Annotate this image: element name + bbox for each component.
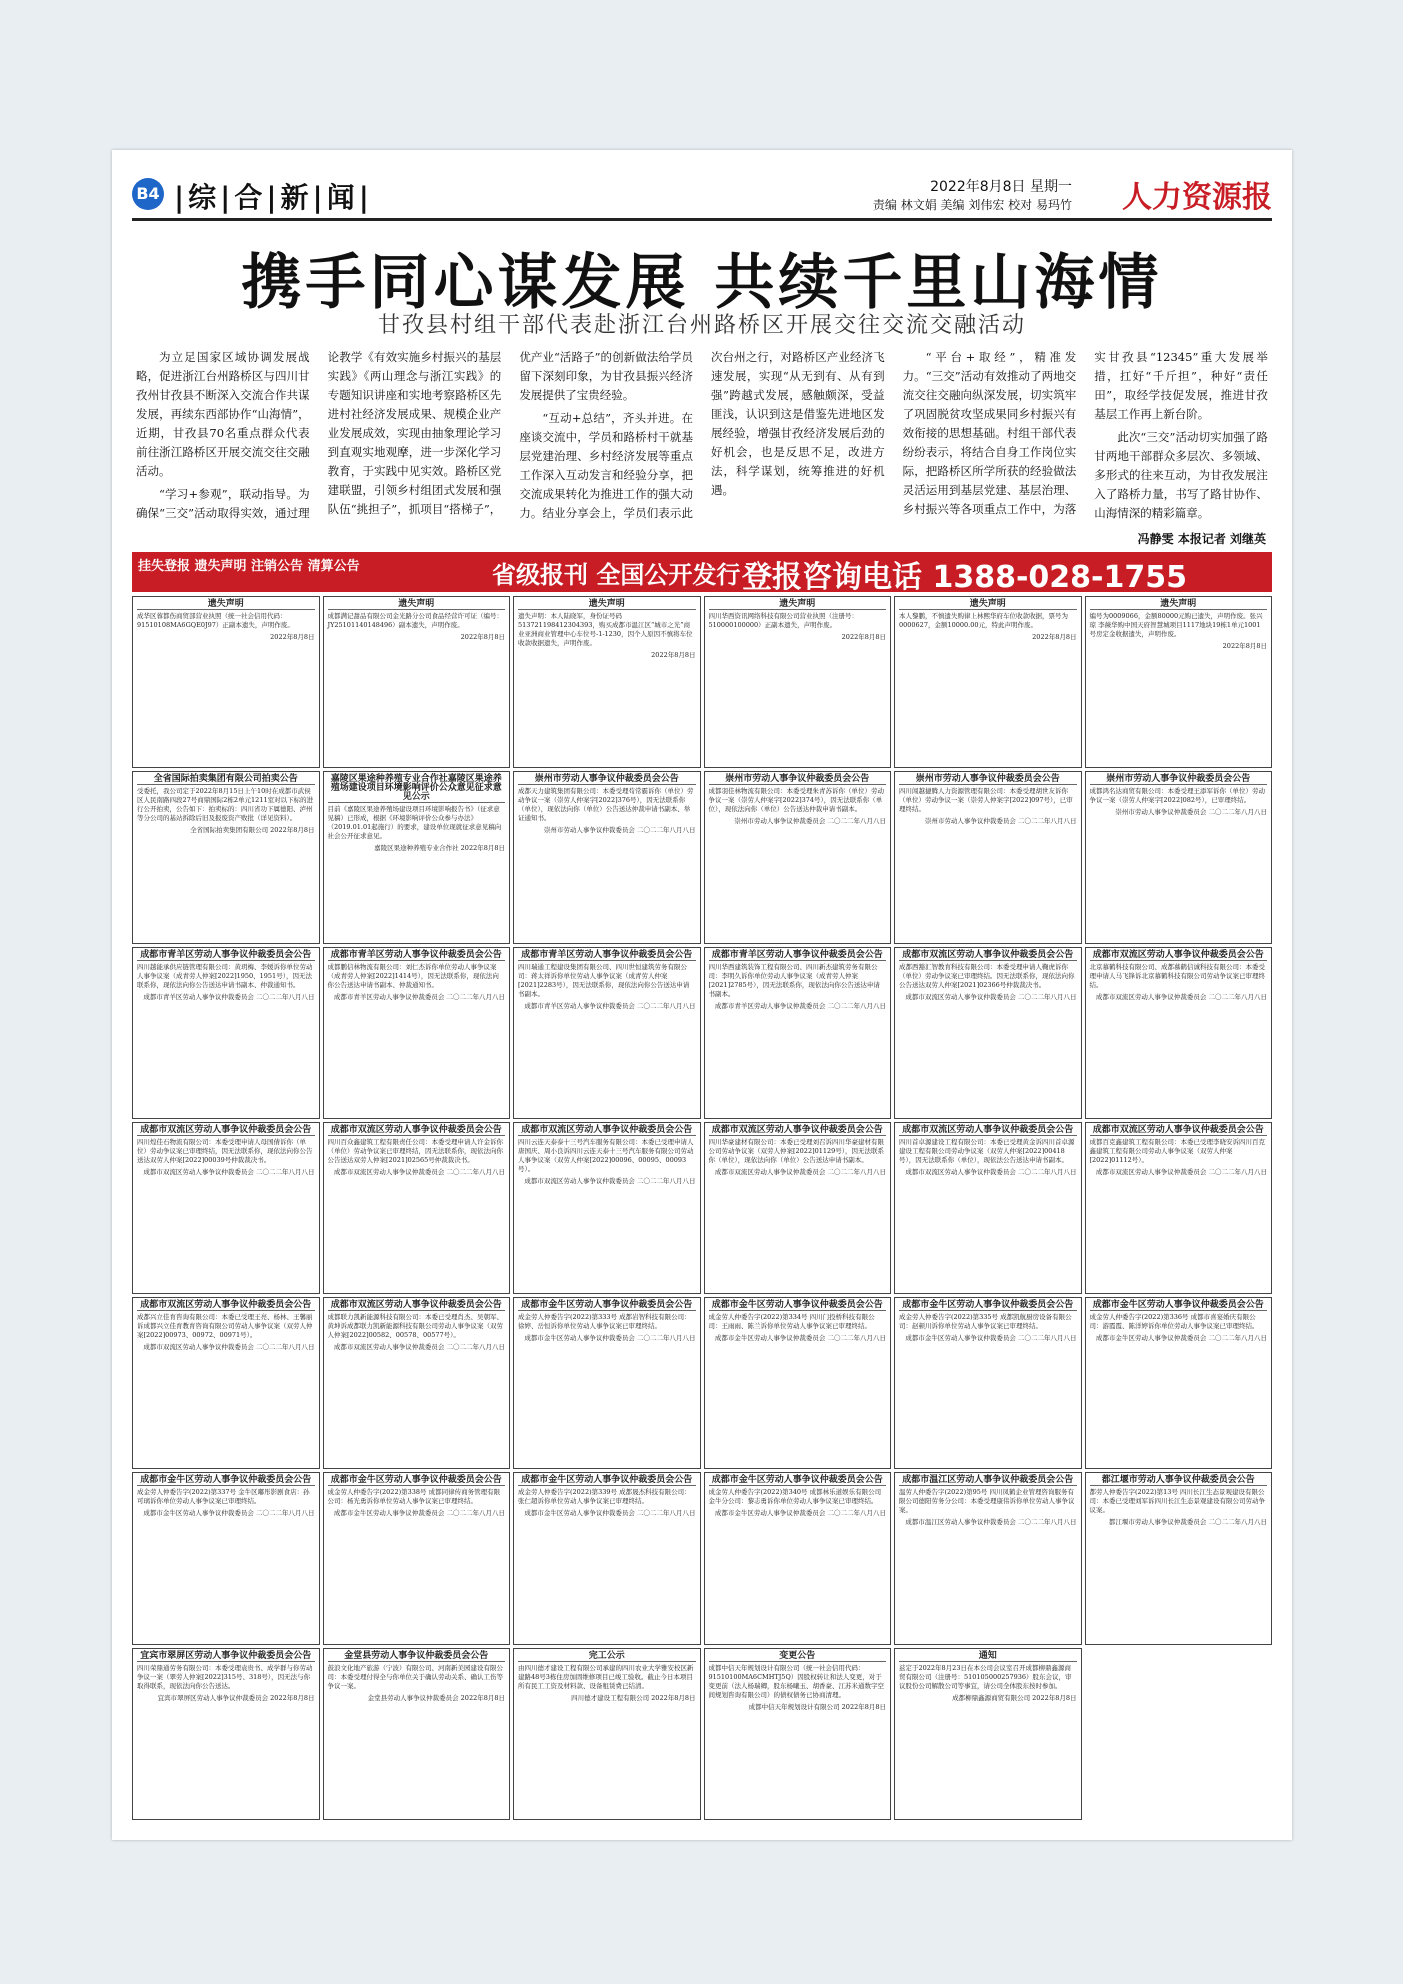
notice-signature: 成都市双流区劳动人事争议仲裁委员会 二〇二二年八月八日 xyxy=(714,1167,886,1176)
notice-title: 变更公告 xyxy=(709,1652,887,1662)
notice-box xyxy=(323,947,511,1119)
notice-title: 成都市金牛区劳动人事争议仲裁委员会公告 xyxy=(328,1476,506,1486)
notice-body: 都劳人仲委告字(2022)第13号 四川长江生态景观建设有限公司：本委已受理刘军诉四川长江生态景观建设有限公司劳动争议案。 xyxy=(1089,1488,1265,1515)
notice-title: 成都市金牛区劳动人事争议仲裁委员会公告 xyxy=(1090,1301,1268,1311)
notice-signature: 成都市青羊区劳动人事争议仲裁委员会 二〇二二年八月八日 xyxy=(143,992,315,1001)
notice-box xyxy=(1085,1297,1273,1469)
notice-title: 成都市金牛区劳动人事争议仲裁委员会公告 xyxy=(518,1301,696,1311)
notice-signature: 成都柳鼎鑫源商贸有限公司 2022年8月8日 xyxy=(952,1693,1077,1702)
notice-title: 成都市金牛区劳动人事争议仲裁委员会公告 xyxy=(137,1476,315,1486)
notice-title: 遗失声明 xyxy=(899,600,1077,610)
notice-signature: 崇州市劳动人事争议仲裁委员会 二〇二二年八月八日 xyxy=(734,817,886,826)
notice-signature: 成都市金牛区劳动人事争议仲裁委员会 二〇二二年八月八日 xyxy=(333,1509,505,1518)
notice-title: 遗失声明 xyxy=(328,600,506,610)
notice-title: 遗失声明 xyxy=(1090,600,1268,610)
notice-body: 四川煌佳石物流有限公司：本委受理申请人母国倩诉你（单位）劳动争议案已审理终结，因无法联系你，现依法向你公告送达双劳人仲案[2022]00039号仲裁裁决书。 xyxy=(137,1137,313,1164)
notice-signature: 崇州市劳动人事争议仲裁委员会 二〇二二年八月八日 xyxy=(543,826,696,835)
notice-body: 编号为0009066，金额80000元购已遗失，声明作废。张兴琼 李薇华购中国天府智慧城项目1117地块19栋1单元1001号房定金收据遗失，声明作废。 xyxy=(1089,612,1263,638)
notice-signature: 嘉陵区果途种养殖专业合作社 2022年8月8日 xyxy=(374,844,505,853)
notice-signature: 成都市温江区劳动人事争议仲裁委员会 二〇二二年八月八日 xyxy=(905,1518,1077,1527)
article-paragraph: 此次“三交”活动切实加强了路甘两地干部群众多层次、多领域、多形式的往来互动，为甘孜发展注入了路桥力量，书写了路甘协作、山海情深的精彩篇章。 xyxy=(1094,430,1268,520)
notice-body: 成金劳人仲委告字(2022)第336号 成都市喜宴婚庆有限公司：游霞霞、陈洋婷诉你单位劳动人事争议案已审理终结。 xyxy=(1089,1313,1259,1331)
notice-band xyxy=(132,552,1272,595)
notice-signature: 成都市金牛区劳动人事争议仲裁委员会 二〇二二年八月八日 xyxy=(714,1334,886,1343)
notice-title: 成都市双流区劳动人事争议仲裁委员会公告 xyxy=(899,1126,1077,1136)
notice-body: 四川华西建筑装饰工程有限公司、四川新杰建筑劳务有限公司：李明久诉你单位劳动人事争议案（成青劳人仲案[2021]2785号），因无法联系你，现依法向你公告送达申请书副本。 xyxy=(708,962,880,998)
notice-body: 四川瑞通工程建设集团有限公司、四川世恒建筑劳务有限公司：蒋太祥诉你单位劳动人事争议案（成青劳人仲案[2021]2283号），因无法联系你，现依法向你公告送达申请书副本。 xyxy=(518,962,690,998)
notice-signature: 成都市双流区劳动人事争议仲裁委员会 二〇二二年八月八日 xyxy=(905,1167,1077,1176)
notice-box xyxy=(132,947,320,1119)
notice-body: 成金劳人仲委告字(2022)第337号 金牛区嘟彤影剧食店：孙可璃诉你单位劳动人事争议案已审理终结。 xyxy=(137,1488,310,1506)
notice-body: 成金劳人仲委告字(2022)第333号 成都岩智科技有限公司：徐婷、岳恒诉你单位劳动人事争议案已审理终结。 xyxy=(518,1313,691,1331)
article-paragraph: 为立足国家区域协调发展战略，促进浙江台州路桥区与四川甘孜州甘孜县不断深入交流合作共谋发展，再续东西部协作“山海情”，近期，甘孜县70名重点群众代表前往浙江路桥区开展交流交往交融活动。 xyxy=(136,350,310,478)
notice-box xyxy=(704,771,892,943)
notice-box xyxy=(132,1648,320,1820)
notice-body: 成都天力建筑集团有限公司：本委受理苟常霸诉你（单位）劳动争议一案（崇劳人仲案字[2022]376号），因无法联系你（单位），现依法向你（单位）公告送达仲裁申请书副本、举证通知书。 xyxy=(518,787,694,823)
notice-box xyxy=(132,1122,320,1294)
notice-signature: 成都中信天年规划设计有限公司 2022年8月8日 xyxy=(748,1702,886,1711)
notice-body: 成金劳人仲委告字(2022)第335号 成都凯航厨房设备有限公司：赵顿川诉你单位劳动人事争议案已审理终结。 xyxy=(899,1313,1072,1331)
notice-title: 全省国际拍卖集团有限公司拍卖公告 xyxy=(137,775,315,785)
notice-body: 成都西豁汇智教育科技有限公司：本委受理申请人鞠虎诉你（单位）劳动争议案已审理终结。因无法联系你，现依法向你公告送达双劳人仲案[2021]02366号仲裁裁决书。 xyxy=(899,962,1075,989)
notice-title: 崇州市劳动人事争议仲裁委员会公告 xyxy=(899,775,1077,785)
notice-box xyxy=(1085,947,1273,1119)
notice-box xyxy=(323,771,511,943)
notice-title: 成都市双流区劳动人事争议仲裁委员会公告 xyxy=(1090,951,1268,961)
notice-signature: 崇州市劳动人事争议仲裁委员会 二〇二二年八月八日 xyxy=(924,817,1077,826)
notice-box xyxy=(894,1122,1082,1294)
notice-signature: 2022年8月8日 xyxy=(1032,633,1077,641)
notice-box xyxy=(704,596,892,768)
notice-title: 金堂县劳动人事争议仲裁委员会公告 xyxy=(328,1652,506,1662)
notice-box xyxy=(513,1472,701,1644)
notice-box xyxy=(894,596,1082,768)
notice-body: 温劳人仲委告字(2022)第95号 四川凤鹤企业管理咨询服务有限公司德阳劳务分公司：本委受理康伟诉你单位劳动人事争议案。 xyxy=(899,1488,1075,1515)
notice-body: 四川首卓源建设工程有限公司：本委已受理黄金诉四川首卓源建设工程有限公司劳动争议案（双劳人仲案[2022]00418号），因无法联系你（单位），现依法公告送达申请书副本。 xyxy=(899,1137,1075,1164)
notice-box xyxy=(704,1122,892,1294)
notice-signature: 2022年8月8日 xyxy=(841,633,886,641)
notice-body: 目前《嘉陵区果途养殖场建设项目环境影响报告书》（征求意见稿）已形成，根据《环境影响评价公众参与办法》（2019.01.01起施行）的要求，建设单位现就征求意见稿向社会公开征求意见。 xyxy=(327,805,502,841)
notice-signature: 全省国际拍卖集团有限公司 2022年8月8日 xyxy=(190,826,315,835)
article-paragraph: “平台+取经”，精准发力。“三交”活动有效推动了两地交流交往交融向纵深发展，切实筑牢了巩固脱贫攻坚成果同乡村振兴有效衔接的思想基础。村组干部代表纷纷表示，将结合自身工作岗位实际，把路桥区所学所获的经验做法灵活运用到基层党建、基层治理、乡村振兴等各项重点工作中，为落实甘孜县“12345”重大发展举措，扛好“千斤担”，种好“责任田”，取经学技促发展，推进甘孜基层工作再上新台阶。 xyxy=(902,350,1268,516)
article-paragraph: “互动+总结”，齐头并进。在座谈交流中，学员和路桥村干就基层党建治理、乡村经济发展等重点工作深入互动发言和经验分享，把交流成果转化为推进工作的强大动力。结业分享会上，学员们表示此次台州之行，对路桥区产业经济飞速发展，实现“从无到有、从有到强”跨越式发展，感触颇深，受益匪浅，认识到这是借鉴先进地区发展经验，增强甘孜经济发展后劲的好机会，也是反思不足，改进方法，科学谋划，统筹推进的好机遇。 xyxy=(519,350,885,520)
notice-body: 成都鹏信林物流有限公司：刘仁杰诉你单位劳动人事争议案（成青劳人仲案[2022]1414号），因无法联系你，现依法向你公告送达申请书副本、仲裁通知书。 xyxy=(327,962,499,989)
notice-box xyxy=(704,1297,892,1469)
notice-title: 都江堰市劳动人事争议仲裁委员会公告 xyxy=(1090,1476,1268,1486)
notice-signature: 成都市双流区劳动人事争议仲裁委员会 二〇二二年八月八日 xyxy=(1095,992,1267,1001)
notice-signature: 成都市金牛区劳动人事争议仲裁委员会 二〇二二年八月八日 xyxy=(524,1334,696,1343)
notice-box xyxy=(704,947,892,1119)
notice-body: 本人黎鹏，不慎遗失购律上林熙华府车位收款收据，票号为0000627，金额10000.00元，特此声明作废。 xyxy=(899,612,1068,629)
notice-box xyxy=(323,1472,511,1644)
notice-signature: 2022年8月8日 xyxy=(270,633,315,641)
notice-box xyxy=(704,1648,892,1820)
notice-box xyxy=(513,947,701,1119)
masthead: 人力资源报 xyxy=(1122,180,1272,215)
notice-body: 成华区蓉都伤商贸部营业执照（统一社会信用代码：91510108MA6GQE0J97）正副本遗失，声明作废。 xyxy=(137,612,294,629)
notice-box xyxy=(1085,1122,1273,1294)
notice-signature: 成都市金牛区劳动人事争议仲裁委员会 二〇二二年八月八日 xyxy=(905,1334,1077,1343)
notice-box xyxy=(1085,1472,1273,1644)
notice-body: 四川百众鑫建筑工程有限责任公司：本委受理申请人许金诉你（单位）劳动争议案已审理终结，因无法联系你，现依法向你公告送达双劳人仲案[2021]02565号仲裁裁决书。 xyxy=(327,1137,503,1164)
notice-signature: 四川德才建设工程有限公司 2022年8月8日 xyxy=(571,1693,696,1702)
notice-title: 成都市青羊区劳动人事争议仲裁委员会公告 xyxy=(709,951,887,961)
notice-box xyxy=(704,1472,892,1644)
notice-signature: 成都市双流区劳动人事争议仲裁委员会 二〇二二年八月八日 xyxy=(524,1176,696,1185)
notice-body: 遗失声明：本人陆晓军，身份证号码513721198412304393，购买成都市温江区“城市之光”商业亚洲商业管理中心车位号-1-1230，因个人原因不慎将车位收款收据遗失，声明作废。 xyxy=(518,612,693,647)
notice-body: 四川华西资讯网络科技有限公司营业执照（注册号：510000100000）正副本遗失，声明作废。 xyxy=(708,612,858,629)
issue-date: 2022年8月8日 星期一 xyxy=(930,179,1072,195)
notice-signature: 成都市金牛区劳动人事争议仲裁委员会 二〇二二年八月八日 xyxy=(143,1509,315,1518)
notice-title: 成都市金牛区劳动人事争议仲裁委员会公告 xyxy=(709,1301,887,1311)
notice-title: 遗失声明 xyxy=(137,600,315,610)
notice-title: 成都市双流区劳动人事争议仲裁委员会公告 xyxy=(518,1126,696,1136)
notice-signature: 金堂县劳动人事争议仲裁委员会 2022年8月8日 xyxy=(367,1693,505,1702)
notice-title: 成都市双流区劳动人事争议仲裁委员会公告 xyxy=(899,951,1077,961)
notice-box xyxy=(323,1648,511,1820)
notice-signature: 成都市青羊区劳动人事争议仲裁委员会 二〇二二年八月八日 xyxy=(524,1001,696,1010)
notice-title: 成都市双流区劳动人事争议仲裁委员会公告 xyxy=(137,1301,315,1311)
notice-grid xyxy=(132,596,1272,1820)
notice-body: 成都联力凯新能源科技有限公司：本委已受理肖杰、吴朝军、黄坤诉成都联力凯新能源科技有限公司劳动人事争议案（双劳人仲案[2022]00582、00578、00577号）。 xyxy=(327,1313,503,1340)
article-paragraph: “学习+参观”，联动指导。为确保“三交”活动取得实效，通过理论教学《有效实施乡村振兴的基层实践》《两山理念与浙江实践》的专题知识讲座和实地考察路桥区先进村社经济发展成果、规模企业产业发展成效，实现由抽象理论学习到直观实地观摩，进一步深化学习教育，于实践中见实效。路桥区党建联盟，引领乡村组团式发展和强队伍“挑担子”，抓项目“搭梯子”，优产业“活路子”的创新做法给学员留下深刻印象，为甘孜县振兴经济发展提供了宝贵经验。 xyxy=(136,350,693,520)
notice-box xyxy=(894,1648,1082,1820)
notice-signature: 崇州市劳动人事争议仲裁委员会 二〇二二年八月八日 xyxy=(1115,808,1267,817)
notice-box xyxy=(894,1472,1082,1644)
notice-body: 成都羽佳林物流有限公司：本委受理朱青苏诉你（单位）劳动争议一案（崇劳人仲案字[2022]374号），因无法联系你（单位），现依法向你（单位）公告送达仲裁申请书副本。 xyxy=(708,787,884,814)
notice-signature: 成都市金牛区劳动人事争议仲裁委员会 二〇二二年八月八日 xyxy=(714,1509,886,1518)
notice-title: 成都市双流区劳动人事争议仲裁委员会公告 xyxy=(1090,1126,1268,1136)
notice-body: 成都中信天年规划设计有限公司（统一社会信用代码：91510100MA6CMHTJ5Q）因股权转让和法人变更，对于变更前（法人杨瑞卿，股东杨曦玉、胡香豪、江苏米通数字空间规划咨询有限公司）的债权债务已协商清理。 xyxy=(708,1663,884,1699)
notice-signature: 成都市双流区劳动人事争议仲裁委员会 二〇二二年八月八日 xyxy=(143,1343,315,1352)
notice-title: 成都市青羊区劳动人事争议仲裁委员会公告 xyxy=(137,951,315,961)
notice-box xyxy=(513,596,701,768)
page-header xyxy=(132,168,1272,221)
notice-body: 四川云连天泰泰十三号汽车服务有限公司：本委已受理申请人唐国庆、周小良诉四川云连天泰十三号汽车服务有限公司劳动人事争议案（双劳人仲案[2022]00096、00095、00093号）。 xyxy=(518,1137,694,1173)
section-badge: B4 xyxy=(132,178,164,210)
notice-title: 成都市温江区劳动人事争议仲裁委员会公告 xyxy=(899,1476,1077,1486)
notice-title: 成都市双流区劳动人事争议仲裁委员会公告 xyxy=(328,1126,506,1136)
notice-title: 成都市金牛区劳动人事争议仲裁委员会公告 xyxy=(899,1301,1077,1311)
notice-title: 宜宾市翠屏区劳动人事争议仲裁委员会公告 xyxy=(137,1652,315,1662)
notice-box xyxy=(323,1122,511,1294)
notice-box xyxy=(132,771,320,943)
notice-signature: 都江堰市劳动人事争议仲裁委员会 二〇二二年八月八日 xyxy=(1108,1518,1267,1527)
band-phone-text: 登报咨询电话 1388-028-1755 xyxy=(742,560,1187,595)
notice-signature: 成都市金牛区劳动人事争议仲裁委员会 二〇二二年八月八日 xyxy=(524,1509,696,1518)
notice-box xyxy=(513,1648,701,1820)
band-left-text: 挂失登报 遗失声明 注销公告 清算公告 xyxy=(138,559,360,574)
notice-signature: 成都市双流区劳动人事争议仲裁委员会 二〇二二年八月八日 xyxy=(333,1167,505,1176)
notice-signature: 2022年8月8日 xyxy=(1222,642,1267,650)
notice-box xyxy=(894,771,1082,943)
notice-signature: 成都市双流区劳动人事争议仲裁委员会 二〇二二年八月八日 xyxy=(333,1343,505,1352)
notice-box xyxy=(513,771,701,943)
notice-box xyxy=(132,1297,320,1469)
notice-box xyxy=(1085,771,1273,943)
notice-signature: 成都市双流区劳动人事争议仲裁委员会 二〇二二年八月八日 xyxy=(905,992,1077,1001)
notice-box xyxy=(894,947,1082,1119)
notice-box xyxy=(894,1297,1082,1469)
notice-body: 成金劳人仲委告字(2022)第338号 成都同律传商务管理有限公司：杨光勇诉你单位劳动人事争议案已审理终结。 xyxy=(327,1488,501,1506)
section-name: |综|合|新|闻| xyxy=(174,181,373,214)
notice-body: 北京慕鹤科技有限公司、成都慕鹤信诚科技有限公司：本委受理申请人马飞锋诉北京慕鹤科技有限公司劳动争议案已审理终结。 xyxy=(1089,962,1265,989)
notice-body: 兹定于2022年8月23日在本公司会议室召开成都柳鼎鑫源商贸有限公司（注册号：510105000257936）股东会议，审议股份公司解散公司等事宜，请公司全体股东按时参加。 xyxy=(899,1663,1072,1690)
notice-body: 成金劳人仲委告字(2022)第334号 四川门投桥科技有限公司：王雨雨、陈兰诉你单位劳动人事争议案已审理终结。 xyxy=(708,1313,875,1331)
notice-signature: 宜宾市翠屏区劳动人事争议仲裁委员会 2022年8月8日 xyxy=(157,1693,315,1702)
notice-body: 成都满记甜品有限公司金光路分公司食品经营许可证（编号：JY25101140148496）副本遗失，声明作废。 xyxy=(327,612,503,629)
notice-body: 四川华豪建材有限公司：本委已受理刘召诉四川华豪建材有限公司劳动争议案（双劳人仲案[2022]01129号），因无法联系你（单位），现依法向你（单位）公告送达申请书副本。 xyxy=(708,1137,885,1164)
notice-body: 由四川德才建设工程有限公司承建的四川农业大学雅安校区新建路48号3栋住房加固维修项目已竣工验收。截止今日本项目所有民工工资及材料款、设备租赁费已结清。 xyxy=(518,1663,694,1690)
notice-title: 成都市金牛区劳动人事争议仲裁委员会公告 xyxy=(518,1476,696,1486)
notice-box xyxy=(323,1297,511,1469)
notice-body: 受委托，我公司定于2022年8月15日上午10时在成都市武侯区人民南路四段27号商鼎国际2栋2单元1211室对以下标的进行公开拍卖，公告如下：拍卖标的：四川省功下属德阳、泸州等分公司的基站拆除后旧及报废资产败批（详见资料）。 xyxy=(137,787,314,823)
notice-body: 四川荣鼎通劳务有限公司：本委受理袁贵书、成学群与你劳动争议一案（翠劳人仲案[2022]315号、318号），因无法与你取得联系，现依法向你公告送达。 xyxy=(137,1663,313,1690)
notice-body: 四川闯越捷腾人力资源管理有限公司：本委受理胡世友诉你（单位）劳动争议一案（崇劳人仲案字[2022]097号），已审理终结。 xyxy=(899,787,1073,814)
notice-body: 成金劳人仲委告字(2022)第340号 成都林乐道娱乐有限公司金牛分公司：黎志勇诉你单位劳动人事争议案已审理终结。 xyxy=(708,1488,882,1506)
notice-title: 成都市双流区劳动人事争议仲裁委员会公告 xyxy=(328,1301,506,1311)
article-body xyxy=(136,348,1268,528)
notice-title: 成都市青羊区劳动人事争议仲裁委员会公告 xyxy=(328,951,506,961)
notice-box xyxy=(1085,596,1273,768)
notice-body: 四川越能承供应链管理有限公司：黄玥梅、李媛诉你单位劳动人事争议案（成青劳人仲案[2022]1950、1951号），因无法联系你，现依法向你公告送达申请书副本、仲裁通知书。 xyxy=(137,962,313,989)
byline: 冯静雯 本报记者 刘继英 xyxy=(1137,532,1266,546)
notice-signature: 2022年8月8日 xyxy=(651,651,696,659)
notice-box xyxy=(132,596,320,768)
notice-title: 成都市青羊区劳动人事争议仲裁委员会公告 xyxy=(518,951,696,961)
notice-title: 嘉陵区果途种养殖专业合作社嘉陵区果途养殖场建设项目环境影响评价公众意见征求意见公示 xyxy=(328,775,506,803)
notice-body: 成都百克鑫建筑工程有限公司：本委已受理李晓安诉四川百克鑫建筑工程有限公司劳动人事争议案（双劳人仲案[2022]01112号）。 xyxy=(1089,1137,1265,1164)
notice-body: 成金劳人仲委告字(2022)第339号 成都晟杰科技有限公司：张仁超诉你单位劳动人事争议案已审理终结。 xyxy=(518,1488,691,1506)
notice-title: 崇州市劳动人事争议仲裁委员会公告 xyxy=(518,775,696,785)
notice-box xyxy=(513,1122,701,1294)
notice-title: 通知 xyxy=(899,1652,1077,1662)
band-main-text: 省级报刊 全国公开发行 xyxy=(492,561,741,589)
notice-title: 崇州市劳动人事争议仲裁委员会公告 xyxy=(709,775,887,785)
notice-body: 成都鸿名达商贸有限公司：本委受理王添军诉你（单位）劳动争议一案（崇劳人仲案字[2022]082号），已审理终结。 xyxy=(1089,787,1265,805)
notice-signature: 成都市青羊区劳动人事争议仲裁委员会 二〇二二年八月八日 xyxy=(333,992,505,1001)
notice-box xyxy=(513,1297,701,1469)
notice-title: 完工公示 xyxy=(518,1652,696,1662)
notice-title: 成都市双流区劳动人事争议仲裁委员会公告 xyxy=(709,1126,887,1136)
editors-line: 责编 林文娟 美编 刘伟宏 校对 易玛竹 xyxy=(872,198,1072,212)
headline: 携手同心谋发展 共续千里山海情 xyxy=(241,248,1163,318)
notice-title: 崇州市劳动人事争议仲裁委员会公告 xyxy=(1090,775,1268,785)
notice-signature: 成都市双流区劳动人事争议仲裁委员会 二〇二二年八月八日 xyxy=(143,1167,315,1176)
notice-title: 遗失声明 xyxy=(709,600,887,610)
notice-signature: 成都市双流区劳动人事争议仲裁委员会 二〇二二年八月八日 xyxy=(1095,1167,1267,1176)
notice-box xyxy=(132,1472,320,1644)
notice-box xyxy=(323,596,511,768)
notice-body: 成都兴立佳育咨询有限公司：本委已受理王亮、杨林、王馨丽诉成都兴立佳育教育咨询有限公司劳动人事争议案（双劳人仲案[2022]00973、00972、00971号）。 xyxy=(137,1313,313,1340)
notice-title: 成都市双流区劳动人事争议仲裁委员会公告 xyxy=(137,1126,315,1136)
notice-signature: 成都市青羊区劳动人事争议仲裁委员会 二〇二二年八月八日 xyxy=(714,1001,886,1010)
newspaper-page xyxy=(112,150,1292,1840)
notice-signature: 成都市金牛区劳动人事争议仲裁委员会 二〇二二年八月八日 xyxy=(1095,1334,1267,1343)
notice-body: 鼓浪文化地产旅游（宁波）有限公司、河南新美园建设有限公司：本委受理付得全与你单位关于确认劳动关系、确认工伤等争议一案。 xyxy=(327,1663,503,1690)
notice-title: 成都市金牛区劳动人事争议仲裁委员会公告 xyxy=(709,1476,887,1486)
notice-title: 遗失声明 xyxy=(518,600,696,610)
subheadline: 甘孜县村组干部代表赴浙江台州路桥区开展交往交流交融活动 xyxy=(377,313,1026,338)
notice-signature: 2022年8月8日 xyxy=(460,633,505,641)
